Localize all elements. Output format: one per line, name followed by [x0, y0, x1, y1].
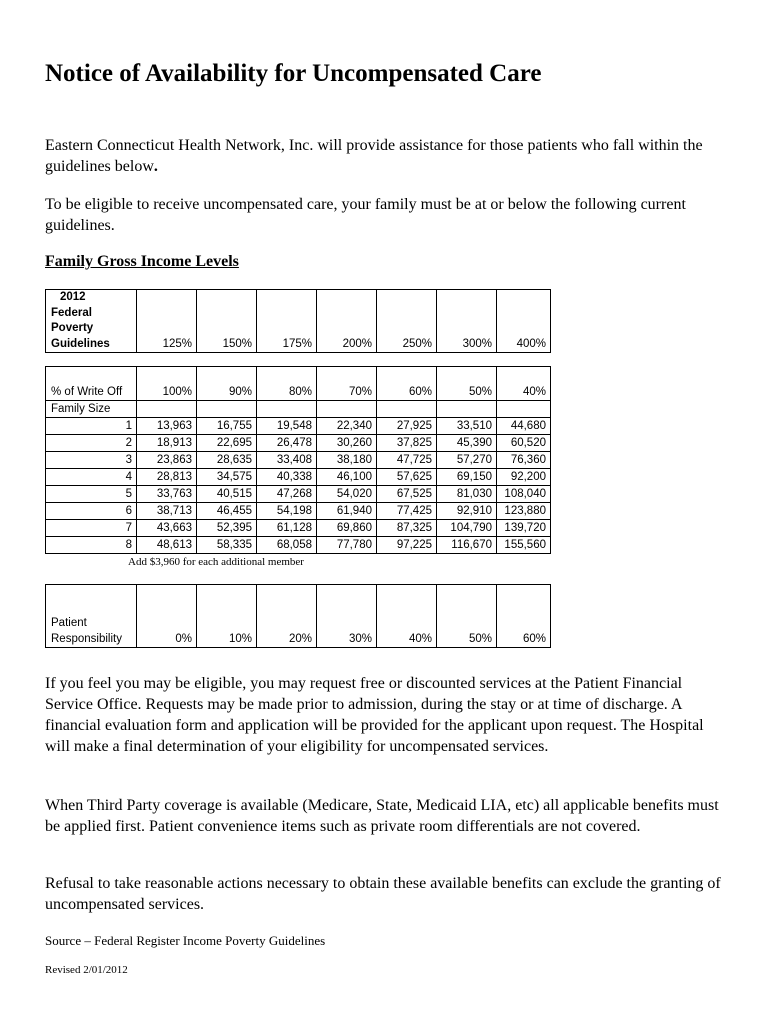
income-cell: 19,548 [257, 418, 317, 435]
poverty-guidelines-table [45, 289, 551, 353]
income-cell: 77,780 [317, 537, 377, 554]
income-cell: 92,910 [437, 503, 497, 520]
income-rows [46, 418, 551, 554]
family-size-row [46, 418, 551, 435]
family-size-cell: 2 [46, 435, 137, 452]
fpg-percent-cell: 125% [137, 290, 197, 353]
responsibility-cell: 10% [197, 585, 257, 648]
income-cell: 40,515 [197, 486, 257, 503]
income-cell: 61,940 [317, 503, 377, 520]
refusal-paragraph: Refusal to take reasonable actions necessary to obtain these available benefits can exclude the granting of uncompensated services. [45, 875, 721, 913]
income-cell: 18,913 [137, 435, 197, 452]
family-size-cell: 1 [46, 418, 137, 435]
income-cell: 45,390 [437, 435, 497, 452]
income-cell: 37,825 [377, 435, 437, 452]
income-cell: 57,270 [437, 452, 497, 469]
income-cell: 87,325 [377, 520, 437, 537]
income-cell: 16,755 [197, 418, 257, 435]
family-size-cell: 4 [46, 469, 137, 486]
responsibility-cell: 30% [317, 585, 377, 648]
family-size-label: Family Size [46, 401, 137, 418]
responsibility-cell: 0% [137, 585, 197, 648]
third-party-paragraph: When Third Party coverage is available (Medicare, State, Medicaid LIA, etc) all applicable benefits must be applied first. Patient convenience items such as private room differentials are not covered. [45, 797, 719, 835]
income-cell: 108,040 [497, 486, 551, 503]
fpg-label-line: Poverty [51, 322, 94, 334]
income-cell: 67,525 [377, 486, 437, 503]
income-cell: 57,625 [377, 469, 437, 486]
family-size-row [46, 452, 551, 469]
income-cell: 33,510 [437, 418, 497, 435]
family-size-row [46, 469, 551, 486]
family-size-cell: 3 [46, 452, 137, 469]
family-size-row [46, 520, 551, 537]
fpg-percent-cell: 150% [197, 290, 257, 353]
income-cell: 43,663 [137, 520, 197, 537]
patient-responsibility-table [45, 584, 551, 648]
income-cell: 52,395 [197, 520, 257, 537]
fpg-label-line: Federal [51, 306, 92, 319]
write-off-cell: 100% [137, 367, 197, 401]
write-off-cell: 50% [437, 367, 497, 401]
responsibility-cell: 20% [257, 585, 317, 648]
income-cell: 116,670 [437, 537, 497, 554]
income-cell: 30,260 [317, 435, 377, 452]
fpg-percent-cell: 200% [317, 290, 377, 353]
income-cell: 81,030 [437, 486, 497, 503]
income-cell: 48,613 [137, 537, 197, 554]
patient-responsibility-row [46, 585, 551, 648]
income-cell: 28,635 [197, 452, 257, 469]
income-cell: 47,268 [257, 486, 317, 503]
write-off-row [46, 367, 551, 401]
family-size-cell: 6 [46, 503, 137, 520]
page-title: Notice of Availability for Uncompensated Care [45, 60, 542, 87]
income-cell: 155,560 [497, 537, 551, 554]
income-cell: 28,813 [137, 469, 197, 486]
income-cell: 33,408 [257, 452, 317, 469]
source-line: Source – Federal Register Income Poverty Guidelines [45, 933, 326, 948]
poverty-guidelines-label [46, 290, 137, 353]
income-cell: 46,455 [197, 503, 257, 520]
write-off-cell: 40% [497, 367, 551, 401]
income-cell: 26,478 [257, 435, 317, 452]
family-size-row [46, 486, 551, 503]
family-size-row [46, 537, 551, 554]
income-cell: 44,680 [497, 418, 551, 435]
income-cell: 97,225 [377, 537, 437, 554]
income-cell: 123,880 [497, 503, 551, 520]
income-cell: 77,425 [377, 503, 437, 520]
fpg-percent-cell: 175% [257, 290, 317, 353]
income-cell: 46,100 [317, 469, 377, 486]
write-off-cell: 90% [197, 367, 257, 401]
family-size-row [46, 435, 551, 452]
income-cell: 69,860 [317, 520, 377, 537]
fpg-percent-cell: 300% [437, 290, 497, 353]
fpg-label-line: 2012 [60, 291, 86, 303]
income-cell: 92,200 [497, 469, 551, 486]
income-cell: 60,520 [497, 435, 551, 452]
responsibility-cell: 50% [437, 585, 497, 648]
write-off-cell: 80% [257, 367, 317, 401]
fpg-percent-cell: 400% [497, 290, 551, 353]
responsibility-cell: 40% [377, 585, 437, 648]
family-size-cell: 8 [46, 537, 137, 554]
patient-responsibility-label: Patient Responsibility [46, 585, 137, 648]
income-cell: 33,763 [137, 486, 197, 503]
income-cell: 23,863 [137, 452, 197, 469]
income-cell: 76,360 [497, 452, 551, 469]
revised-date: Revised 2/01/2012 [45, 964, 128, 976]
income-cell: 22,695 [197, 435, 257, 452]
family-size-cell: 5 [46, 486, 137, 503]
request-paragraph: If you feel you may be eligible, you may request free or discounted services at the Patient Financial Service Office. Requests may be made prior to admission, during the stay or at time of discharge. A financial evaluation form and application will be provided for the applicant upon request. The Hospital will make a final determination of your eligibility for uncompensated services. [45, 675, 704, 755]
write-off-label: % of Write Off [46, 367, 137, 401]
income-cell: 34,575 [197, 469, 257, 486]
intro-paragraph-period: . [153, 158, 158, 175]
income-cell: 27,925 [377, 418, 437, 435]
family-size-row [46, 503, 551, 520]
poverty-guidelines-row [46, 290, 551, 353]
write-off-cell: 60% [377, 367, 437, 401]
write-off-cell: 70% [317, 367, 377, 401]
income-cell: 68,058 [257, 537, 317, 554]
fpg-percent-cell: 250% [377, 290, 437, 353]
intro-paragraph-text: Eastern Connecticut Health Network, Inc. will provide assistance for those patients who fall within the guidelines below [45, 137, 703, 175]
income-cell: 139,720 [497, 520, 551, 537]
income-cell: 58,335 [197, 537, 257, 554]
fpg-label-line: Guidelines [51, 337, 110, 350]
income-levels-heading: Family Gross Income Levels [45, 253, 239, 270]
income-cell: 54,020 [317, 486, 377, 503]
income-cell: 61,128 [257, 520, 317, 537]
income-cell: 104,790 [437, 520, 497, 537]
income-levels-table [45, 366, 551, 554]
income-cell: 38,180 [317, 452, 377, 469]
responsibility-cell: 60% [497, 585, 551, 648]
additional-member-note: Add $3,960 for each additional member [128, 556, 304, 568]
income-cell: 69,150 [437, 469, 497, 486]
eligibility-paragraph: To be eligible to receive uncompensated care, your family must be at or below the following current guidelines. [45, 196, 686, 234]
income-cell: 13,963 [137, 418, 197, 435]
income-cell: 38,713 [137, 503, 197, 520]
income-cell: 22,340 [317, 418, 377, 435]
intro-paragraph [45, 135, 725, 177]
income-cell: 40,338 [257, 469, 317, 486]
family-size-cell: 7 [46, 520, 137, 537]
family-size-header-row [46, 401, 551, 418]
income-cell: 54,198 [257, 503, 317, 520]
income-cell: 47,725 [377, 452, 437, 469]
